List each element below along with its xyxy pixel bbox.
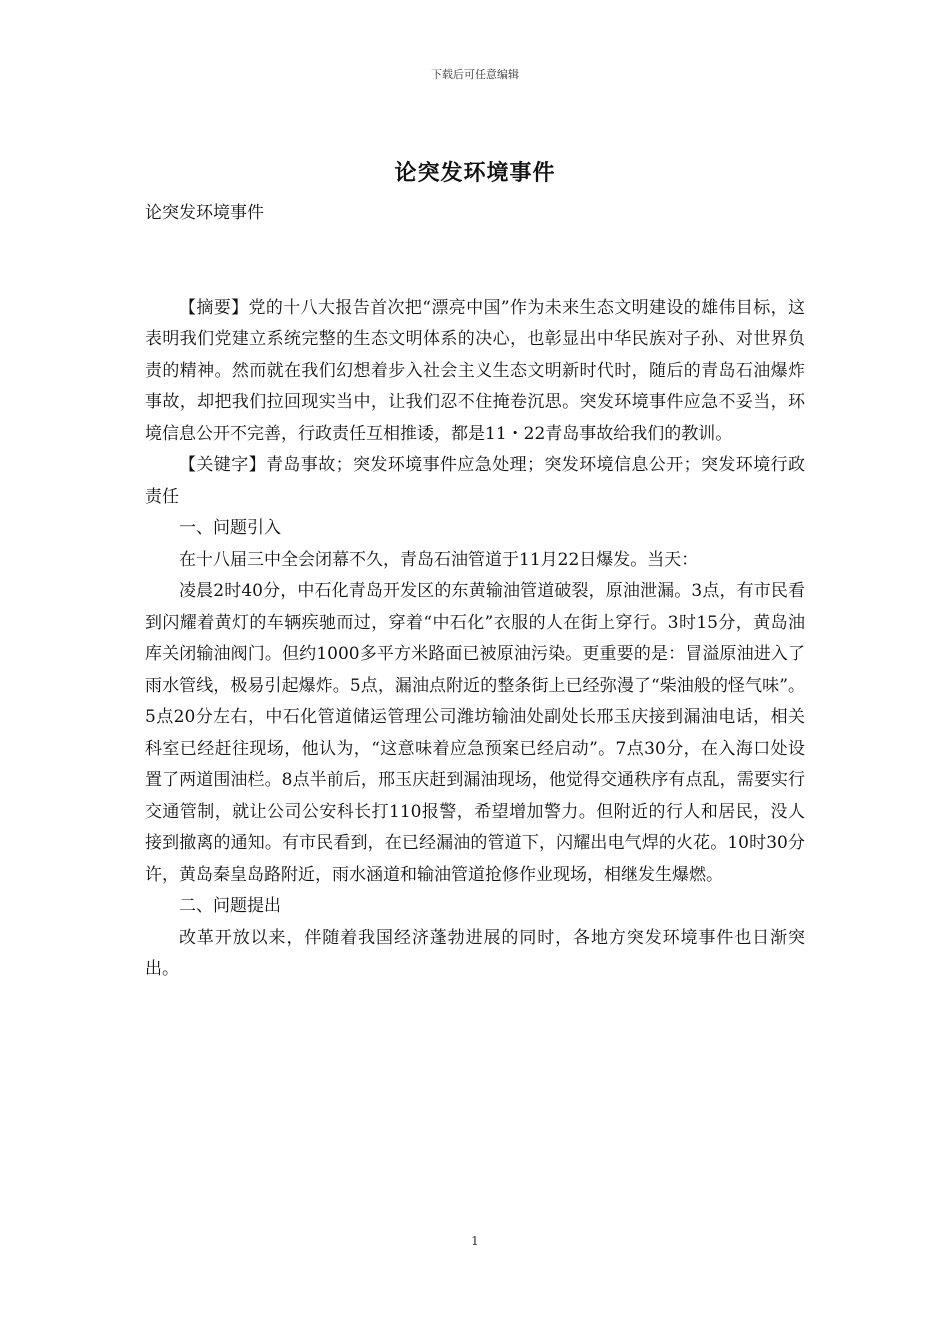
section-heading-2: 二、问题提出 bbox=[179, 896, 281, 916]
spacer bbox=[145, 230, 805, 293]
body-paragraph: 凌晨2时40分，中石化青岛开发区的东黄输油管道破裂，原油泄漏。3点，有市民看到闪耀着黄灯的车辆疾驰而过，穿着“中石化”衣服的人在街上穿行。3时15分，黄岛油库关闭输油阀门。但约1000多平方米路面已被原油污染。更重要的是：冒溢原油进入了雨水管线，极易引起爆炸。5点，漏油点附近的整条街上已经弥漫了“柴油般的怪气味”。5点20分左右，中石化管道储运管理公司潍坊输油处副处长邢玉庆接到漏油电话，相关科室已经赶往现场，他认为，“这意味着应急预案已经启动”。7点30分，在入海口处设置了两道围油栏。8点半前后，邢玉庆赶到漏油现场，他觉得交通秩序有点乱，需要实行交通管制，就让公司公安科长打110报警，希望增加警力。但附近的行人和居民，没人接到撤离的通知。有市民看到，在已经漏油的管道下，闪耀出电气焊的火花。10时30分许，黄岛秦皇岛路附近，雨水涵道和输油管道抢修作业现场，相继发生爆燃。 bbox=[145, 581, 805, 885]
body-paragraph: 在十八届三中全会闭幕不久，青岛石油管道于11月22日爆发。当天： bbox=[179, 549, 699, 570]
document-title: 论突发环境事件 bbox=[394, 160, 556, 186]
document-subtitle: 论突发环境事件 bbox=[145, 203, 264, 223]
document-body bbox=[145, 198, 805, 986]
abstract-paragraph: 【摘要】党的十八大报告首次把“漂亮中国”作为未来生态文明建设的雄伟目标，这表明我们党建立系统完整的生态文明体系的决心，也彰显出中华民族对子孙、对世界负责的精神。然而就在我们幻想着步入社会主义生态文明新时代时，随后的青岛石油爆炸事故，却把我们拉回现实当中，让我们忍不住掩卷沉思。突发环境事件应急不妥当，环境信息公开不完善，行政责任互相推诿，都是11・22青岛事故给我们的教训。 bbox=[145, 297, 805, 444]
page-number: 1 bbox=[471, 1234, 479, 1248]
section-heading-1: 一、问题引入 bbox=[179, 518, 281, 538]
body-paragraph: 改革开放以来，伴随着我国经济蓬勃进展的同时，各地方突发环境事件也日渐突出。 bbox=[145, 927, 805, 979]
keywords-paragraph: 【关键字】青岛事故；突发环境事件应急处理；突发环境信息公开；突发环境行政责任 bbox=[145, 455, 805, 507]
page-header: 下载后可任意编辑 bbox=[431, 68, 519, 81]
